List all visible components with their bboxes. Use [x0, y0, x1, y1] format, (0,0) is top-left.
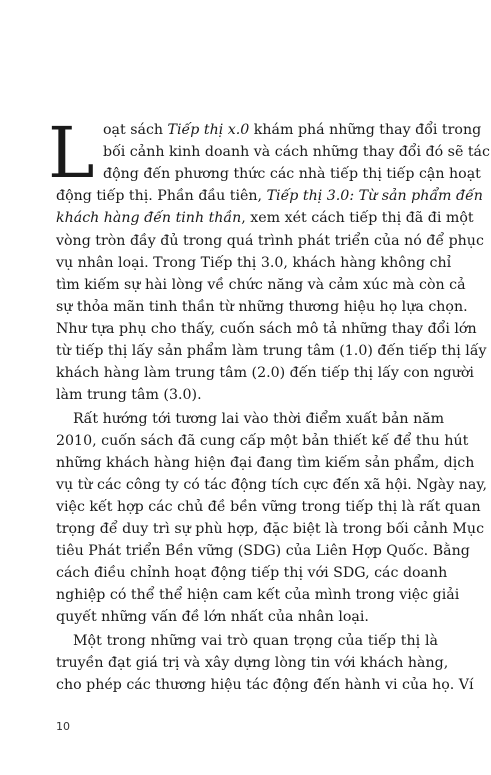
text-line: trọng để duy trì sự phù hợp, đặc biệt là trong bối cảnh Mục: [56, 521, 485, 537]
text-line: vụ nhân loại. Trong Tiếp thị 3.0, khách hàng không chỉ: [56, 255, 452, 271]
text-line: tiêu Phát triển Bền vững (SDG) của Liên Hợp Quốc. Bằng: [56, 543, 470, 559]
text-line: bối cảnh kinh doanh và cách những thay đổi đó sẽ tác: [103, 144, 490, 160]
text-line: oạt sách Tiếp thị x.0 khám phá những thay đổi trong: [103, 122, 482, 138]
text-line: những khách hàng hiện đại đang tìm kiếm sản phẩm, dịch: [56, 455, 475, 471]
text-line: khách hàng làm trung tâm (2.0) đến tiếp thị lấy con người: [56, 365, 474, 381]
text-line: vòng tròn đầy đủ trong quá trình phát triển của nó để phục: [56, 233, 484, 249]
text-line: 2010, cuốn sách đã cung cấp một bản thiết kế để thu hút: [56, 433, 469, 449]
text-line: Như tựa phụ cho thấy, cuốn sách mô tả những thay đổi lớn: [56, 321, 477, 337]
text-line: vụ từ các công ty có tác động tích cực đến xã hội. Ngày nay,: [56, 477, 488, 493]
text-line: từ tiếp thị lấy sản phẩm làm trung tâm (1.0) đến tiếp thị lấy: [56, 343, 487, 359]
drop-cap: L: [48, 112, 95, 194]
text-line: Rất hướng tới tương lai vào thời điểm xuất bản năm: [73, 411, 445, 427]
text-line: làm trung tâm (3.0).: [56, 387, 202, 403]
text-line: nghiệp có thể thể hiện cam kết của mình trong việc giải: [56, 587, 460, 603]
text-line: động đến phương thức các nhà tiếp thị tiếp cận hoạt: [103, 166, 481, 182]
text-line: tìm kiếm sự hài lòng về chức năng và cảm xúc mà còn cả: [56, 277, 466, 293]
text-line: cho phép các thương hiệu tác động đến hành vi của họ. Ví: [56, 677, 474, 693]
text-line: truyền đạt giá trị và xây dựng lòng tin với khách hàng,: [56, 655, 449, 671]
text-line: quyết những vấn đề lớn nhất của nhân loại.: [56, 609, 369, 625]
text-line: động tiếp thị. Phần đầu tiên, Tiếp thị 3.0: Từ sản phẩm đến: [56, 188, 483, 204]
text-line: Một trong những vai trò quan trọng của tiếp thị là: [73, 633, 438, 649]
page-number: 10: [56, 720, 70, 733]
text-line: khách hàng đến tinh thần, xem xét cách tiếp thị đã đi một: [56, 210, 474, 226]
text-line: cách điều chỉnh hoạt động tiếp thị với SDG, các doanh: [56, 565, 448, 581]
text-line: việc kết hợp các chủ đề bền vững trong tiếp thị là rất quan: [56, 499, 481, 515]
text-line: sự thỏa mãn tinh thần từ những thương hiệu họ lựa chọn.: [56, 299, 468, 315]
